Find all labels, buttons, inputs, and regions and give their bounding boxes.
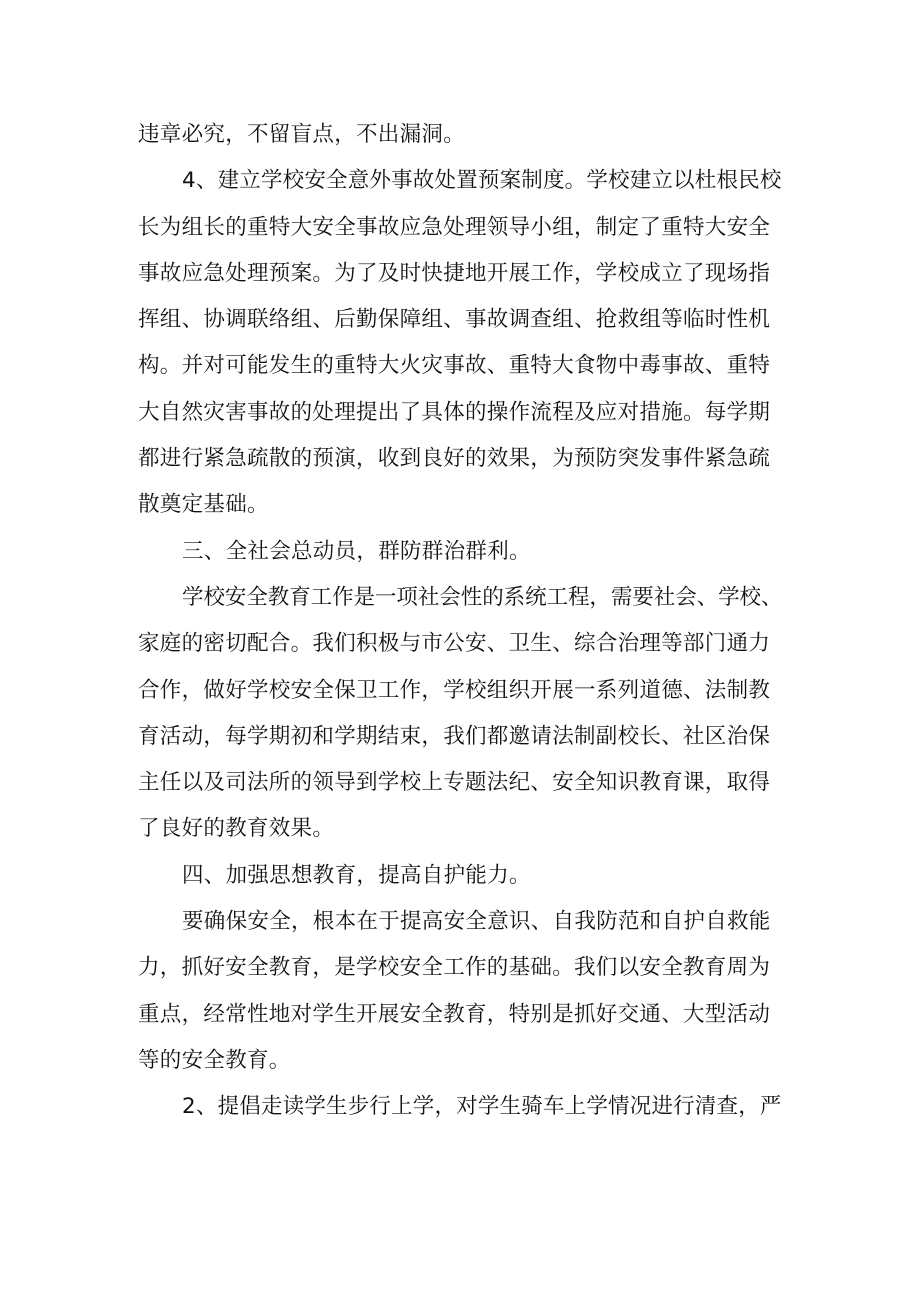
text-line: 学校安全教育工作是一项社会性的系统工程，需要社会、学校、 bbox=[182, 584, 783, 610]
text-line: 育活动，每学期初和学期结束，我们都邀请法制副校长、社区治保 bbox=[138, 723, 771, 749]
text-line: 违章必究，不留盲点，不出漏洞。 bbox=[138, 122, 466, 147]
text-line: 挥组、协调联络组、后勤保障组、事故调查组、抢救组等临时性机 bbox=[138, 307, 771, 333]
text-line: 事故应急处理预案。为了及时快捷地开展工作，学校成立了现场指 bbox=[138, 260, 771, 286]
text-line: 等的安全教育。 bbox=[138, 1047, 291, 1073]
text-line: 四、加强思想教育，提高自护能力。 bbox=[182, 862, 531, 888]
text-line: 家庭的密切配合。我们积极与市公安、卫生、综合治理等部门通力 bbox=[138, 631, 771, 657]
text-line: 散奠定基础。 bbox=[138, 492, 269, 518]
text-line: 合作，做好学校安全保卫工作，学校组织开展一系列道德、法制教 bbox=[138, 677, 771, 703]
text-line: 三、全社会总动员，群防群治群利。 bbox=[182, 538, 531, 564]
text-line: 长为组长的重特大安全事故应急处理领导小组，制定了重特大安全 bbox=[138, 214, 771, 240]
text-line: 2、提倡走读学生步行上学，对学生骑车上学情况进行清查，严 bbox=[182, 1094, 782, 1120]
text-line: 重点，经常性地对学生开展安全教育，特别是抓好交通、大型活动 bbox=[138, 1001, 771, 1027]
text-line: 构。并对可能发生的重特大火灾事故、重特大食物中毒事故、重特 bbox=[138, 353, 771, 379]
text-line: 大自然灾害事故的处理提出了具体的操作流程及应对措施。每学期 bbox=[138, 399, 771, 425]
text-line: 力，抓好安全教育，是学校安全工作的基础。我们以安全教育周为 bbox=[138, 955, 771, 981]
text-line: 了良好的教育效果。 bbox=[138, 816, 335, 842]
text-line: 都进行紧急疏散的预演，收到良好的效果，为预防突发事件紧急疏 bbox=[138, 446, 771, 472]
text-line: 主任以及司法所的领导到学校上专题法纪、安全知识教育课，取得 bbox=[138, 770, 771, 796]
document-body bbox=[138, 112, 782, 1131]
text-line: 要确保安全，根本在于提高安全意识、自我防范和自护自救能 bbox=[182, 909, 771, 935]
text-line: 4、建立学校安全意外事故处置预案制度。学校建立以杜根民校 bbox=[182, 168, 782, 194]
